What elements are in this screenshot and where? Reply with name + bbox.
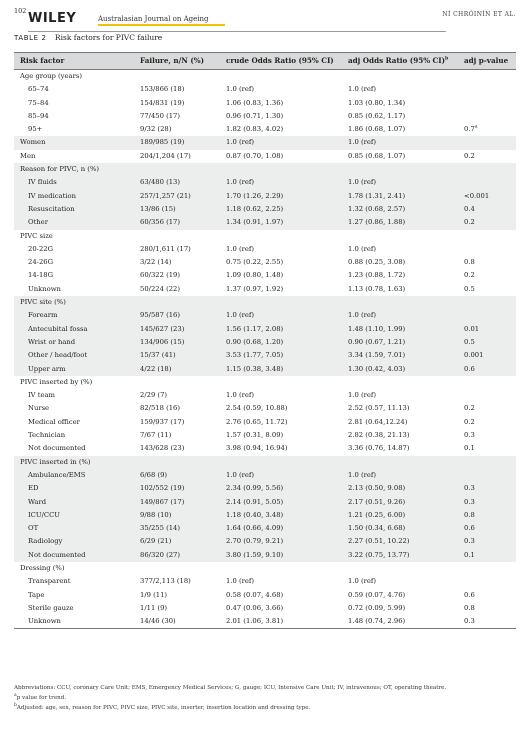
failure-cell: 3/22 (14): [140, 258, 172, 267]
p-value-cell: 0.5: [464, 337, 475, 346]
table-row: [14, 469, 516, 482]
table-section-row: [14, 376, 516, 389]
p-value-cell: 0.8: [464, 258, 475, 267]
table-row: [14, 522, 516, 535]
table-row: [14, 243, 516, 256]
adj-or-cell: 3.22 (0.75, 13.77): [348, 550, 410, 559]
row-label: Medical officer: [28, 417, 80, 426]
row-label: Nurse: [28, 404, 50, 413]
crude-or-cell: 2.54 (0.59, 10.88): [226, 404, 288, 413]
adj-or-cell: 2.17 (0.51, 9.26): [348, 497, 406, 506]
failure-cell: 95/587 (16): [140, 311, 181, 320]
failure-cell: 189/985 (19): [140, 138, 185, 147]
row-label: Dressing (%): [20, 563, 65, 572]
failure-cell: 63/480 (13): [140, 178, 181, 187]
adj-or-cell: 1.0 (ref): [348, 470, 377, 479]
failure-cell: 60/356 (17): [140, 218, 181, 227]
row-label: Women: [20, 138, 46, 147]
column-header: Risk factor: [20, 56, 65, 65]
failure-cell: 6/68 (9): [140, 470, 168, 479]
adj-or-cell: 0.90 (0.67, 1.21): [348, 337, 406, 346]
adj-or-cell: 1.23 (0.88, 1.72): [348, 271, 406, 280]
crude-or-cell: 3.80 (1.59, 9.10): [226, 550, 284, 559]
table-row: [14, 549, 516, 562]
journal-accent-bar: [98, 24, 225, 26]
p-value-cell: 0.8: [464, 510, 475, 519]
adj-or-cell: 2.27 (0.51, 10.22): [348, 537, 410, 546]
row-label: IV team: [28, 391, 56, 400]
adj-or-cell: 1.0 (ref): [348, 311, 377, 320]
row-label: Antecubital fossa: [28, 324, 88, 333]
adj-or-cell: 1.0 (ref): [348, 85, 377, 94]
p-value-cell: 0.3: [464, 537, 475, 546]
crude-or-cell: 1.0 (ref): [226, 178, 255, 187]
failure-cell: 50/224 (22): [140, 284, 181, 293]
adj-or-cell: 0.85 (0.68, 1.07): [348, 151, 406, 160]
table-row: [14, 203, 516, 216]
failure-cell: 153/866 (18): [140, 85, 185, 94]
row-label: PIVC inserted in (%): [20, 457, 91, 466]
column-header: adj p-value: [464, 56, 509, 65]
adj-or-cell: 1.0 (ref): [348, 178, 377, 187]
table-footnotes: [14, 683, 516, 713]
row-label: PIVC size: [20, 231, 53, 240]
adj-or-cell: 0.72 (0.09, 5.99): [348, 603, 406, 612]
crude-or-cell: 2.34 (0.99, 5.56): [226, 484, 284, 493]
failure-cell: 143/628 (23): [140, 444, 185, 453]
p-value-cell: 0.6: [464, 364, 475, 373]
table-row: [14, 123, 516, 136]
row-label: Upper arm: [28, 364, 66, 373]
crude-or-cell: 2.76 (0.65, 11.72): [226, 417, 288, 426]
adj-or-cell: 1.0 (ref): [348, 244, 377, 253]
crude-or-cell: 0.58 (0.07, 4.68): [226, 590, 284, 599]
p-value-cell: 0.3: [464, 431, 475, 440]
adj-or-cell: 0.59 (0.07, 4.76): [348, 590, 406, 599]
adj-or-cell: 0.88 (0.25, 3.08): [348, 258, 406, 267]
failure-cell: 377/2,113 (18): [140, 577, 191, 586]
adj-or-cell: 1.03 (0.80, 1.34): [348, 98, 406, 107]
table-row: [14, 615, 516, 628]
table-row: [14, 97, 516, 110]
p-value-cell: 0.6: [464, 524, 475, 533]
table-row: [14, 190, 516, 203]
failure-cell: 77/450 (17): [140, 111, 181, 120]
failure-cell: 145/627 (23): [140, 324, 185, 333]
crude-or-cell: 1.0 (ref): [226, 577, 255, 586]
row-label: Wrist or hand: [28, 337, 76, 346]
row-label: 65–74: [28, 85, 49, 94]
table-row: [14, 442, 516, 455]
crude-or-cell: 1.18 (0.62, 2.25): [226, 204, 284, 213]
failure-cell: 159/937 (17): [140, 417, 185, 426]
row-label: 14-18G: [28, 271, 54, 280]
adj-or-cell: 2.81 (0.64,12.24): [348, 417, 408, 426]
table-row: [14, 176, 516, 189]
publisher-logo: WILEY: [28, 11, 77, 26]
failure-cell: 1/11 (9): [140, 603, 168, 612]
table-section-row: [14, 150, 516, 163]
row-label: 20-22G: [28, 244, 54, 253]
failure-cell: 35/255 (14): [140, 524, 181, 533]
row-label: IV fluids: [28, 178, 57, 187]
table-section-row: [14, 230, 516, 243]
table-row: [14, 602, 516, 615]
table-section-row: [14, 136, 516, 149]
table-section-row: [14, 562, 516, 575]
table-row: [14, 83, 516, 96]
row-label: Ward: [28, 497, 47, 506]
p-value-cell: 0.01: [464, 324, 480, 333]
failure-cell: 86/320 (27): [140, 550, 181, 559]
table-row: [14, 336, 516, 349]
table-row: [14, 323, 516, 336]
table-section-row: [14, 456, 516, 469]
p-value-cell: 0.2: [464, 271, 475, 280]
row-label: Sterile gauze: [28, 603, 74, 612]
p-value-cell: 0.6: [464, 590, 475, 599]
p-value-cell: 0.3: [464, 617, 475, 626]
crude-or-cell: 1.37 (0.97, 1.92): [226, 284, 284, 293]
adj-or-cell: 1.48 (1.10, 1.99): [348, 324, 406, 333]
table-row: [14, 416, 516, 429]
table-section-row: [14, 163, 516, 176]
failure-cell: 102/552 (19): [140, 484, 185, 493]
adj-or-cell: 1.0 (ref): [348, 138, 377, 147]
journal-name: Australasian Journal on Ageing: [98, 15, 209, 23]
table-row: [14, 589, 516, 602]
p-value-cell: 0.3: [464, 497, 475, 506]
failure-cell: 9/32 (28): [140, 125, 172, 134]
crude-or-cell: 1.0 (ref): [226, 311, 255, 320]
column-header: adj Odds Ratio (95% CI)$^b$: [348, 56, 449, 65]
row-label: PIVC site (%): [20, 298, 66, 307]
table-row: [14, 429, 516, 442]
failure-cell: 204/1,204 (17): [140, 151, 191, 160]
failure-cell: 134/906 (15): [140, 337, 185, 346]
p-value-cell: 0.2: [464, 417, 475, 426]
failure-cell: 15/37 (41): [140, 351, 176, 360]
row-label: 95+: [28, 125, 43, 134]
row-label: Men: [20, 151, 36, 160]
p-value-cell: 0.5: [464, 284, 475, 293]
adj-or-cell: 1.50 (0.34, 6.68): [348, 524, 406, 533]
p-value-cell: <0.001: [464, 191, 490, 200]
failure-cell: 280/1,611 (17): [140, 244, 191, 253]
adj-or-cell: 1.30 (0.42, 4.03): [348, 364, 406, 373]
adj-or-cell: 3.34 (1.59, 7.01): [348, 351, 406, 360]
row-label: Radiology: [28, 537, 63, 546]
crude-or-cell: 1.09 (0.80, 1.48): [226, 271, 284, 280]
table-row: [14, 535, 516, 548]
adj-or-cell: 2.52 (0.57, 11.13): [348, 404, 410, 413]
table-row: [14, 575, 516, 588]
failure-cell: 13/86 (15): [140, 204, 176, 213]
failure-cell: 154/831 (19): [140, 98, 185, 107]
row-label: OT: [28, 524, 39, 533]
table-row: [14, 363, 516, 376]
crude-or-cell: 1.15 (0.38, 3.48): [226, 364, 284, 373]
failure-cell: 257/1,257 (21): [140, 191, 191, 200]
crude-or-cell: 3.98 (0.94, 16.94): [226, 444, 288, 453]
row-label: Not documented: [28, 444, 86, 453]
page-header: [14, 5, 516, 31]
row-label: Reason for PIVC, n (%): [20, 165, 100, 174]
adj-or-cell: 1.27 (0.86, 1.88): [348, 218, 406, 227]
crude-or-cell: 3.53 (1.77, 7.05): [226, 351, 284, 360]
crude-or-cell: 1.18 (0.40, 3.48): [226, 510, 284, 519]
crude-or-cell: 1.34 (0.91, 1.97): [226, 218, 284, 227]
column-header: Failure, n/N (%): [140, 56, 204, 65]
row-label: ED: [28, 484, 39, 493]
table-row: [14, 110, 516, 123]
crude-or-cell: 1.0 (ref): [226, 391, 255, 400]
table-body: [14, 70, 516, 628]
adj-or-cell: 1.13 (0.78, 1.63): [348, 284, 406, 293]
row-label: 85–94: [28, 111, 49, 120]
table-row: [14, 389, 516, 402]
crude-or-cell: 0.47 (0.06, 3.66): [226, 603, 284, 612]
adj-or-cell: 1.21 (0.25, 6.00): [348, 510, 406, 519]
row-label: IV medication: [28, 191, 76, 200]
crude-or-cell: 1.57 (0.31, 8.09): [226, 431, 284, 440]
failure-cell: 14/46 (30): [140, 617, 176, 626]
p-value-cell: 0.2: [464, 404, 475, 413]
row-label: Technician: [28, 431, 66, 440]
row-label: Ambulance/EMS: [28, 470, 86, 479]
crude-or-cell: 1.0 (ref): [226, 138, 255, 147]
row-label: 24-26G: [28, 258, 54, 267]
abbreviations-note: Abbreviations: CCU, coronary Care Unit; EMS, Emergency Medical Services; G, gauge; ICU, Intensive Care Unit; IV, intravenous; OT, operating theatre.: [14, 685, 447, 691]
crude-or-cell: 2.01 (1.06, 3.81): [226, 617, 284, 626]
row-label: Forearm: [28, 311, 58, 320]
row-label: Tape: [28, 590, 45, 599]
failure-cell: 7/67 (11): [140, 431, 172, 440]
table-row: [14, 496, 516, 509]
row-label: Resuscitation: [28, 204, 75, 213]
row-label: Unknown: [28, 284, 61, 293]
crude-or-cell: 0.75 (0.22, 2.55): [226, 258, 284, 267]
page-number: 102: [14, 7, 27, 15]
table-title: Risk factors for PIVC failure: [54, 33, 163, 42]
adj-or-cell: 2.82 (0.38, 21.13): [348, 431, 410, 440]
adj-or-cell: 1.78 (1.31, 2.41): [348, 191, 406, 200]
table-row: [14, 269, 516, 282]
adj-or-cell: 0.85 (0.62, 1.17): [348, 111, 406, 120]
table-header-row: [14, 52, 516, 70]
table-row: [14, 309, 516, 322]
crude-or-cell: 1.0 (ref): [226, 244, 255, 253]
table-row: [14, 482, 516, 495]
table-row: [14, 256, 516, 269]
row-label: Other: [28, 218, 48, 227]
failure-cell: 60/322 (19): [140, 271, 181, 280]
failure-cell: 2/29 (7): [140, 391, 168, 400]
crude-or-cell: 1.56 (1.17, 2.08): [226, 324, 284, 333]
adj-or-cell: 1.86 (0.68, 1.07): [348, 125, 406, 134]
p-value-cell: 0.2: [464, 151, 475, 160]
failure-cell: 1/9 (11): [140, 590, 168, 599]
failure-cell: 4/22 (18): [140, 364, 172, 373]
row-label: 75–84: [28, 98, 49, 107]
crude-or-cell: 1.06 (0.83, 1.36): [226, 98, 284, 107]
crude-or-cell: 1.0 (ref): [226, 470, 255, 479]
adj-or-cell: 1.0 (ref): [348, 577, 377, 586]
crude-or-cell: 0.96 (0.71, 1.30): [226, 111, 284, 120]
header-rule: [28, 31, 446, 32]
p-value-cell: 0.2: [464, 218, 475, 227]
crude-or-cell: 1.64 (0.66, 4.09): [226, 524, 284, 533]
adj-or-cell: 1.32 (0.68, 2.57): [348, 204, 406, 213]
row-label: Transparent: [28, 577, 71, 586]
table-caption: [14, 33, 162, 42]
p-value-cell: 0.4: [464, 204, 475, 213]
adj-or-cell: 3.36 (0.76, 14.87): [348, 444, 410, 453]
footnote-a: $^a$p value for trend.: [14, 693, 67, 701]
row-label: Not documented: [28, 550, 86, 559]
row-label: Unknown: [28, 617, 61, 626]
adj-or-cell: 1.48 (0.74, 2.96): [348, 617, 406, 626]
table-bottom-rule: [14, 628, 516, 629]
table-row: [14, 216, 516, 229]
footnote-b: $^b$Adjusted: age, sex, reason for PIVC, PIVC size, PIVC site, inserter, insertion location and dressing type.: [14, 703, 311, 711]
row-label: PIVC inserted by (%): [20, 377, 93, 386]
p-value-cell: 0.7$^a$: [464, 124, 478, 134]
table-section-row: [14, 296, 516, 309]
adj-or-cell: 1.0 (ref): [348, 391, 377, 400]
p-value-cell: 0.1: [464, 550, 475, 559]
crude-or-cell: 1.70 (1.26, 2.29): [226, 191, 284, 200]
crude-or-cell: 1.82 (0.83, 4.02): [226, 125, 284, 134]
failure-cell: 82/518 (16): [140, 404, 181, 413]
crude-or-cell: 0.90 (0.68, 1.20): [226, 337, 284, 346]
failure-cell: 9/88 (10): [140, 510, 172, 519]
table-row: [14, 402, 516, 415]
column-header: crude Odds Ratio (95% CI): [226, 56, 334, 65]
table-section-row: [14, 70, 516, 83]
row-label: Other / head/foot: [28, 351, 88, 360]
table-row: [14, 283, 516, 296]
crude-or-cell: 2.70 (0.79, 9.21): [226, 537, 284, 546]
failure-cell: 149/867 (17): [140, 497, 185, 506]
row-label: ICU/CCU: [28, 510, 61, 519]
row-label: Age group (years): [20, 72, 82, 80]
p-value-cell: 0.8: [464, 603, 475, 612]
failure-cell: 6/29 (21): [140, 537, 172, 546]
crude-or-cell: 1.0 (ref): [226, 85, 255, 94]
crude-or-cell: 2.14 (0.91, 5.05): [226, 497, 284, 506]
table-row: [14, 509, 516, 522]
p-value-cell: 0.001: [464, 351, 484, 360]
table-number: TABLE 2: [14, 34, 47, 42]
risk-factor-table: [14, 52, 516, 629]
adj-or-cell: 2.13 (0.50, 9.08): [348, 484, 406, 493]
running-authors: NÍ CHRÓINÍN ET AL.: [442, 11, 516, 18]
p-value-cell: 0.3: [464, 484, 475, 493]
table-row: [14, 349, 516, 362]
p-value-cell: 0.1: [464, 444, 475, 453]
crude-or-cell: 0.87 (0.70, 1.08): [226, 151, 284, 160]
